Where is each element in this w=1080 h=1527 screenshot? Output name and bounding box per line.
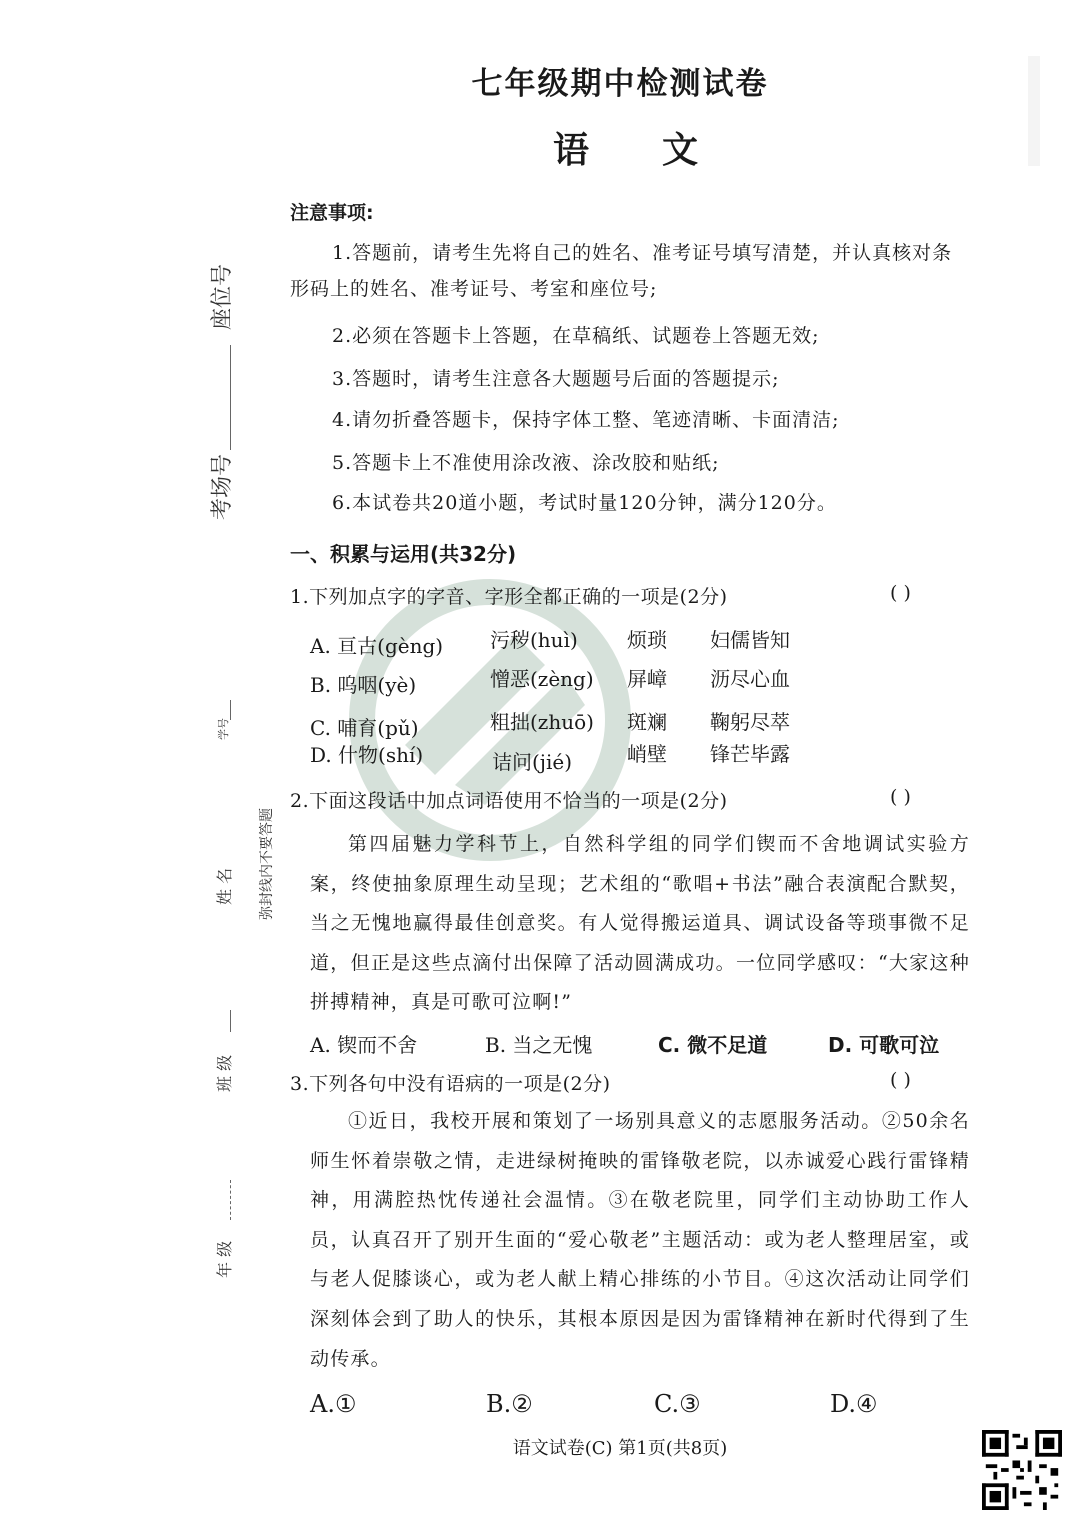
notice-item-3: 3.答题时，请考生注意各大题题号后面的答题提示; <box>332 368 780 390</box>
q2-option-d: D. 可歌可泣 <box>828 1033 940 1057</box>
q2-option-b: B. 当之无愧 <box>485 1033 593 1057</box>
q1-option-b-word2: 憎恶(zèng) <box>490 667 594 691</box>
side-label-grade: 年 级 <box>215 1240 234 1278</box>
exam-title: 七年级期中检测试卷 <box>471 66 769 102</box>
seat-write-line <box>230 345 231 450</box>
notice-item-4: 4.请勿折叠答题卡，保持字体工整、笔迹清晰、卡面清洁; <box>332 409 840 431</box>
page-footer: 语文试卷(C) 第1页(共8页) <box>512 1438 728 1459</box>
q3-option-b: B.② <box>486 1390 533 1418</box>
q2-passage: 第四届魅力学科节上，自然科学组的同学们锲而不舍地调试实验方案，终使抽象原理生动呈现；艺术组的“歌唱+书法”融合表演配合默契，当之无愧地赢得最佳创意奖。有人觉得搬运道具、调试设备等琐事微不足道，但正是这些点滴付出保障了活动圆满成功。一位同学感叹：“大家这种拼搏精神，真是可歌可泣啊!” <box>310 833 970 1014</box>
q1-option-c-word4: 鞠躬尽萃 <box>710 710 790 734</box>
qr-code-icon <box>982 1430 1062 1510</box>
scan-edge-mark <box>1028 56 1040 166</box>
q3-option-c: C.③ <box>654 1390 701 1418</box>
q3-stem: 3.下列各句中没有语病的一项是(2分) <box>290 1073 611 1095</box>
subject-char-1: 语 <box>553 130 590 171</box>
side-label-room: 考场号 <box>210 453 235 520</box>
grade-write-line <box>230 1180 231 1220</box>
side-label-class: 班 级 <box>215 1054 234 1092</box>
q1-option-d-word3: 峭壁 <box>627 742 667 766</box>
q1-option-b: B. 呜咽(yè) <box>310 673 417 697</box>
q3-option-d: D.④ <box>830 1390 878 1418</box>
q3-option-a: A.① <box>310 1390 357 1418</box>
q1-stem: 1.下列加点字的字音、字形全都正确的一项是(2分) <box>290 586 728 608</box>
q1-option-a-word2: 污秽(huì) <box>490 628 578 652</box>
q1-option-a: A. 亘古(gèng) <box>310 634 444 658</box>
notice-item-6: 6.本试卷共20道小题，考试时量120分钟，满分120分。 <box>332 492 837 514</box>
side-label-student-id: 学号 <box>217 718 230 740</box>
side-label-name: 姓 名 <box>215 867 234 905</box>
q1-option-a-word4: 妇儒皆知 <box>710 628 790 652</box>
section-heading: 一、积累与运用(共32分) <box>290 542 517 566</box>
q1-option-b-word4: 沥尽心血 <box>710 667 790 691</box>
notice-item-2: 2.必须在答题卡上答题，在草稿纸、试题卷上答题无效; <box>332 325 820 347</box>
notice-heading: 注意事项: <box>290 202 374 224</box>
q2-answer-paren: ( ) <box>890 786 911 808</box>
q1-answer-paren: ( ) <box>890 582 911 604</box>
q1-option-d-word2: 诘问(jié) <box>492 750 573 774</box>
side-label-seat: 座位号 <box>210 263 235 330</box>
notice-item-1: 1.答题前，请考生先将自己的姓名、准考证号填写清楚，并认真核对条 <box>332 242 953 264</box>
subject-char-2: 文 <box>662 130 699 171</box>
side-label-no-answer: 弥封线内不要答题 <box>259 808 275 920</box>
q1-option-b-word3: 屏嶂 <box>627 667 667 691</box>
q1-option-c: C. 哺育(pǔ) <box>310 716 419 740</box>
q2-option-c: C. 微不足道 <box>658 1033 768 1057</box>
q1-option-d-word4: 锋芒毕露 <box>710 742 790 766</box>
q1-option-a-word3: 烦琐 <box>627 628 667 652</box>
q3-passage: ①近日，我校开展和策划了一场别具意义的志愿服务活动。②50余名师生怀着崇敬之情，走进绿树掩映的雷锋敬老院，以赤诚爱心践行雷锋精神，用满腔热忱传递社会温情。③在敬老院里，同学们主动协助工作人员，认真召开了别开生面的“爱心敬老”主题活动：或为老人整理居室，或与老人促膝谈心，或为老人献上精心排练的小节目。④这次活动让同学们深刻体会到了助人的快乐，其根本原因是因为雷锋精神在新时代得到了生动传承。 <box>310 1110 970 1370</box>
q1-option-d: D. 什物(shí) <box>310 743 424 767</box>
notice-item-5: 5.答题卡上不准使用涂改液、涂改胶和贴纸; <box>332 452 720 474</box>
q2-stem: 2.下面这段话中加点词语使用不恰当的一项是(2分) <box>290 790 728 812</box>
student-id-write-line <box>230 700 231 720</box>
q1-option-c-word2: 粗拙(zhuō) <box>490 710 594 734</box>
class-write-line <box>230 1010 231 1032</box>
q1-option-c-word3: 斑斓 <box>627 710 667 734</box>
notice-item-1-cont: 形码上的姓名、准考证号、考室和座位号; <box>290 278 658 300</box>
q3-answer-paren: ( ) <box>890 1069 911 1091</box>
q2-option-a: A. 锲而不舍 <box>310 1033 418 1057</box>
